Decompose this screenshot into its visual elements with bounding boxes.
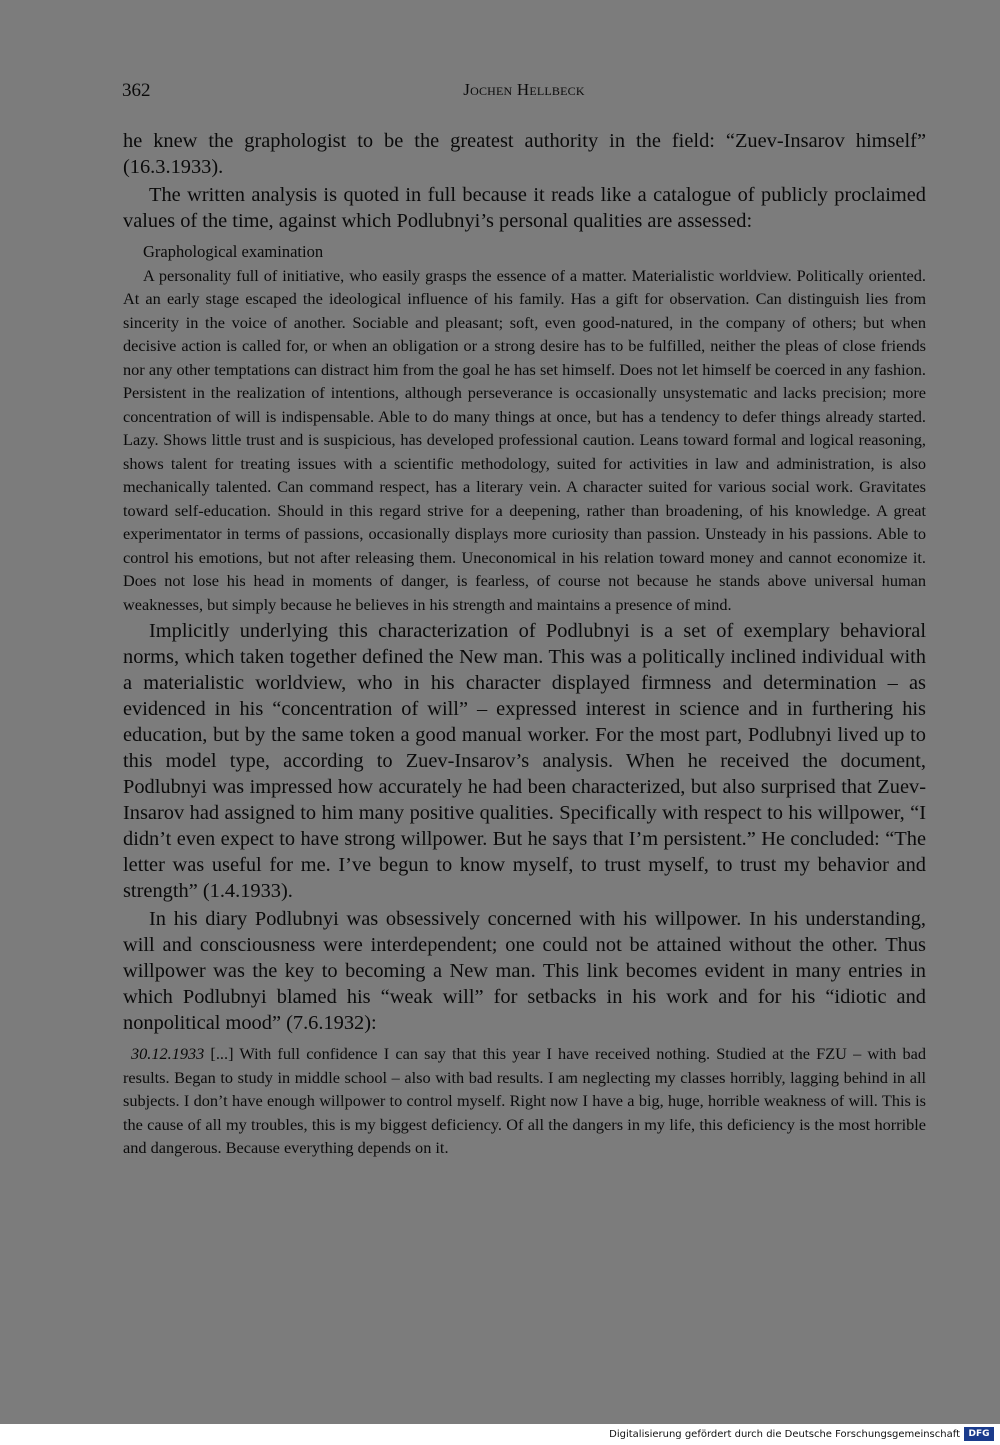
dfg-logo-icon: DFG xyxy=(964,1427,994,1441)
running-head: Jochen Hellbeck xyxy=(463,80,585,99)
page-number: 362 xyxy=(122,80,151,101)
diary-quote xyxy=(123,1042,926,1160)
page-body xyxy=(123,128,926,1160)
footer-credit: Digitalisierung gefördert durch die Deutsche Forschungsgemeinschaft xyxy=(609,1429,960,1440)
diary-text: [...] With full confidence I can say that this year I have received nothing. Studied at the FZU – with bad results. Began to study in middle school – also with bad results. I am neglecting my classes horribly, lagging behind in all subjects. I don’t have enough willpower to control myself. Right now I have a big, huge, horrible weakness of will. This is the cause of all my troubles, this is my biggest deficiency. Of all the dangers in my life, this deficiency is the most horrible and dangerous. Because everything depends on it. xyxy=(123,1044,926,1157)
page-header xyxy=(122,80,926,104)
quote-title: Graphological examination xyxy=(143,242,324,261)
paragraph-3: Implicitly underlying this characterization of Podlubnyi is a set of exemplary behavioral norms, which taken together defined the New man. This was a politically inclined individual with a materialistic worldview, who in his character displayed firmness and determination – as evidenced in his “concentration of will” – expressed interest in science and in furthering his education, but by the same token a good manual worker. For the most part, Podlubnyi lived up to this model type, according to Zuev-Insarov’s analysis. When he received the document, Podlubnyi was impressed how accurately he had been characterized, but also surprised that Zuev-Insarov had assigned to him many positive qualities. Specifically with respect to his willpower, “I didn’t even expect to have strong willpower. But he says that I’m persistent.” He concluded: “The letter was useful for me. I’ve begun to know myself, to trust myself, to trust my behavior and strength” (1.4.1933). xyxy=(123,620,926,902)
paragraph-1: he knew the graphologist to be the greatest authority in the field: “Zuev-Insarov himself” (16.3.1933). xyxy=(123,130,926,178)
paragraph-4: In his diary Podlubnyi was obsessively concerned with his willpower. In his understanding, will and consciousness were interdependent; one could not be attained without the other. Thus willpower was the key to becoming a New man. This link becomes evident in many entries in which Podlubnyi blamed his “weak will” for setbacks in his work and for his “idiotic and nonpolitical mood” (7.6.1932): xyxy=(123,908,926,1034)
block-quote: A personality full of initiative, who easily grasps the essence of a matter. Materialistic worldview. Politically oriented. At an early stage escaped the ideological influence of his family. Has a gift for observation. Can distinguish lies from sincerity in the voice of another. Sociable and pleasant; soft, even good-natured, in the company of others; but when decisive action is called for, or when an obligation or a strong desire has to be fulfilled, neither the pleas of close friends nor any other temptations can distract him from the goal he has set himself. Does not let himself be coerced in any fashion. Persistent in the realization of intentions, although perseverance is occasionally unsystematic and lacks precision; more concentration of will is indispensable. Able to do many things at once, but has a tendency to defer things already started. Lazy. Shows little trust and is suspicious, has developed professional caution. Leans toward formal and logical reasoning, shows talent for treating issues with a scientific methodology, suited for activities in law and administration, is also mechanically talented. Can command respect, has a literary vein. A character suited for various social work. Gravitates toward self-education. Should in this regard strive for a deepening, rather than broadening, of his knowledge. A great experimentator in terms of passions, occasionally displays more curiosity than passion. Unsteady in his passions. Able to control his emotions, but not after releasing them. Uneconomical in his relation toward money and cannot economize it. Does not lose his head in moments of danger, is fearless, of course not because he stands above universal human weaknesses, but simply because he believes in his strength and maintains a presence of mind. xyxy=(123,265,926,614)
diary-date: 30.12.1933 xyxy=(131,1044,205,1063)
paragraph-2: The written analysis is quoted in full because it reads like a catalogue of publicly proclaimed values of the time, against which Podlubnyi’s personal qualities are assessed: xyxy=(123,184,926,232)
